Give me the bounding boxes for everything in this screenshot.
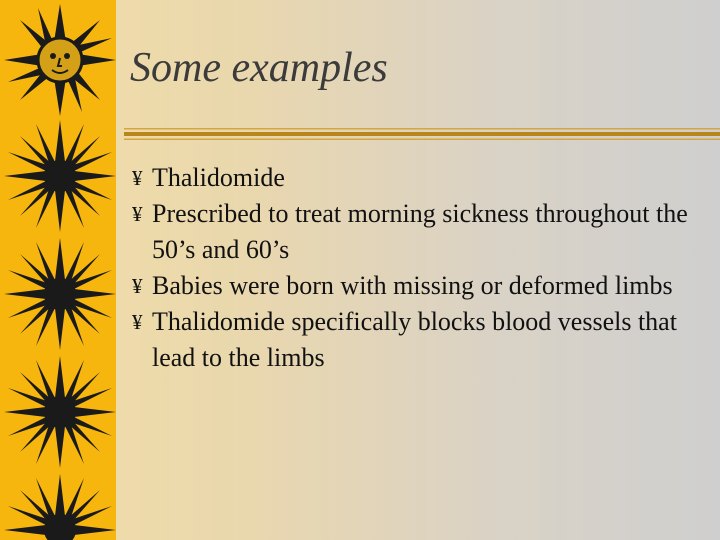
slide-title: Some examples [130,45,388,91]
bullet-icon: ¥ [132,310,143,334]
bullet-text: Babies were born with missing or deformed limbs [152,271,673,300]
bullet-icon: ¥ [132,202,143,226]
bullet-list [132,160,702,376]
bullet-text: Prescribed to treat morning sickness throughout the 50’s and 60’s [152,199,688,264]
sun-icon [2,118,118,234]
bullet-text: Thalidomide [152,163,285,192]
sun-icon [2,354,118,470]
bullet-text: Thalidomide specifically blocks blood vessels that lead to the limbs [152,307,677,372]
list-item [132,304,702,376]
bullet-icon: ¥ [132,166,143,190]
sun-icon [2,472,118,540]
list-item [132,160,702,196]
sun-icon [2,236,118,352]
list-item [132,268,702,304]
sun-face-icon [2,2,118,118]
title-divider [124,126,720,142]
bullet-icon: ¥ [132,274,143,298]
list-item [132,196,702,268]
